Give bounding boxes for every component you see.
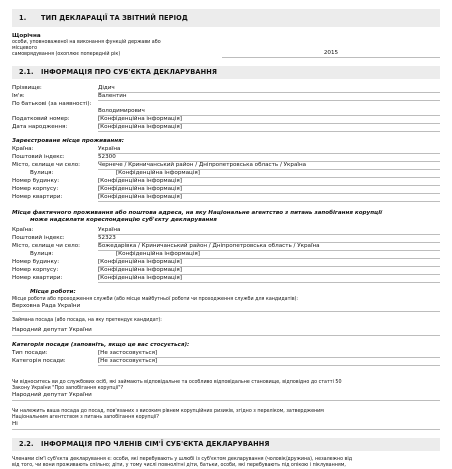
question-corruption-risk [12,409,440,421]
section-2-1-header [12,66,440,79]
position-value: Народний депутат України [12,327,440,336]
field-label: Номер квартири: [12,274,63,281]
field-row [12,350,440,358]
field-value: [Не застосовується] [98,350,440,358]
field-row [12,178,440,186]
field-label: Вулиця: [30,169,54,176]
field-row [12,154,440,162]
actual-address-title-line-1: Місце фактичного проживання або поштова адреса, на яку Національне агентство з питань запобігання корупції [12,209,383,216]
field-row [12,170,440,178]
position-label: Займана посада (або посада, на яку претендує кандидат): [12,317,162,323]
field-label: Ім'я: [12,92,25,99]
field-value: [Не застосовується] [98,358,440,366]
question-1-line-2: Закону України "Про запобігання корупції"? [12,385,124,391]
declaration-type-block [12,33,440,58]
field-value: 52323 [98,235,440,243]
field-value: [Конфіденційна інформація] [98,124,440,132]
declaration-type: Щорічна [12,33,41,39]
question-responsible-position [12,380,440,392]
field-label: Податковий номер: [12,115,70,122]
field-label: Країна: [12,145,34,152]
field-row [12,275,440,283]
section-2-1-title: ІНФОРМАЦІЯ ПРО СУБ'ЄКТА ДЕКЛАРУВАННЯ [41,68,218,77]
field-row [12,251,440,259]
question-2-answer: Ні [12,421,440,430]
field-row [12,267,440,275]
category-title: Категорія посади (заповніть, якщо це вас стосується): [12,341,190,348]
field-row [12,85,440,93]
field-label: Номер корпусу: [12,185,59,192]
field-value: [Конфіденційна інформація] [98,194,440,202]
field-label: Номер квартири: [12,193,63,200]
person-info [12,85,440,132]
field-value: Володимирович [98,108,440,116]
field-value: Валентин [98,93,440,101]
family-text-line-2: від того, чи вони проживають спільно; діти, у тому числі повнолітні діти, батьки, особи, які перебувають під опікою і піклуванням, [12,462,346,468]
field-value: [Конфіденційна інформація] [98,259,440,267]
field-row [12,124,440,132]
field-row [12,186,440,194]
field-label: Прізвище: [12,84,42,91]
declaration-desc-line-2: самоврядування (охоплює попередній рік) [12,51,121,57]
field-row [12,116,440,124]
field-value: 52300 [98,154,440,162]
field-row [12,162,440,170]
field-label: Номер будинку: [12,177,60,184]
registered-address [12,146,440,202]
question-1-line-1: Чи відноситесь ви до службових осіб, які займають відповідальне та особливо відповідальне становище, відповідно до статті 50 [12,379,342,385]
actual-address-title [12,210,440,224]
field-row [12,235,440,243]
family-text-line-1: Членами сім'ї суб'єкта декларування є: особи, які перебувають у шлюбі із суб'єктом декларування (чоловік/дружина), незалежно від [12,456,353,462]
field-value: Дідич [98,85,440,93]
category-info [12,350,440,366]
field-label: Номер будинку: [12,258,60,265]
field-value: Божедарівка / Криничанський район / Дніпропетровська область / Україна [98,243,440,251]
section-2-1-number: 2.1. [19,68,34,77]
question-2-line-1: Чи належить ваша посада до посад, пов'язаних з високим рівнем корупційних ризиків, згідно з переліком, затвердженим [12,408,324,414]
field-value: [Конфіденційна інформація] [98,116,440,124]
field-row [12,101,440,116]
actual-address [12,227,440,283]
field-label: Поштовий індекс: [12,153,65,160]
field-label: Вулиця: [30,250,54,257]
field-row [12,259,440,267]
field-row [12,243,440,251]
field-label: Номер корпусу: [12,266,59,273]
declaration-type-description [12,40,182,58]
field-row [12,194,440,202]
declaration-page [0,9,452,468]
field-value: [Конфіденційна інформація] [98,186,440,194]
field-value: [Конфіденційна інформація] [98,178,440,186]
field-value: Чернече / Криничанський район / Дніпропетровська область / Україна [98,162,440,170]
field-value: [Конфіденційна інформація] [98,267,440,275]
section-1-header [12,9,440,27]
field-value: Україна [98,146,440,154]
section-2-2-number: 2.2. [19,440,34,449]
question-2-line-2: Національним агентством з питань запобігання корупції? [12,414,159,420]
section-1-number: 1. [19,13,27,22]
field-label: Категорія посади: [12,357,66,364]
field-value: [Конфіденційна інформація] [116,170,440,178]
field-label: Тип посади: [12,349,48,356]
field-label: По батькові (за наявності): [12,100,92,107]
declaration-period-row [12,40,440,58]
field-value: [Конфіденційна інформація] [98,275,440,283]
field-row [12,227,440,235]
field-label: Дата народження: [12,123,68,130]
work-title: Місце роботи: [30,288,76,295]
section-1-title: ТИП ДЕКЛАРАЦІЇ ТА ЗВІТНИЙ ПЕРІОД [41,13,188,22]
question-1-answer: Народний депутат України [12,392,440,401]
section-2-2-header [12,438,440,451]
field-label: Країна: [12,226,34,233]
field-label: Поштовий індекс: [12,234,65,241]
field-value: [Конфіденційна інформація] [116,251,440,259]
work-value: Верховна Рада України [12,303,440,312]
field-label: Місто, селище чи село: [12,161,81,168]
declaration-year: 2015 [222,50,440,58]
registered-address-title: Зареєстроване місце проживання: [12,137,124,144]
field-label: Місто, селище чи село: [12,242,81,249]
field-row [12,358,440,366]
work-label: Місце роботи або проходження служби (або місце майбутньої роботи чи проходження служби для кандидатів): [12,296,299,302]
field-row [12,93,440,101]
field-value: Україна [98,227,440,235]
declaration-desc-line-1: особи, уповноваженої на виконання функцій держави або місцевого [12,39,161,51]
actual-address-title-line-2: може надсилати кореспонденцію суб'єкту декларування [30,216,217,223]
section-2-2-title: ІНФОРМАЦІЯ ПРО ЧЛЕНІВ СІМ'Ї СУБ'ЄКТА ДЕКЛАРУВАННЯ [41,440,270,449]
family-members-text [12,457,440,469]
field-row [12,146,440,154]
